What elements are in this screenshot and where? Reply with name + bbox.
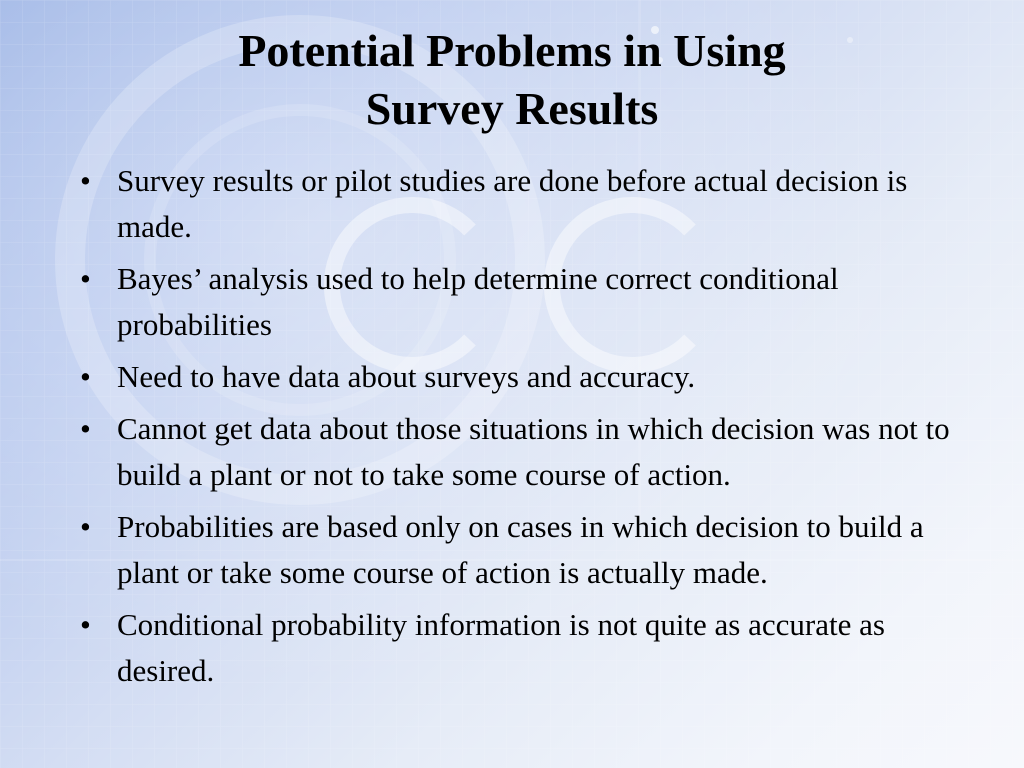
- bullet-marker: •: [80, 509, 91, 544]
- bullet-marker: •: [80, 163, 91, 198]
- bullet-text: Bayes’ analysis used to help determine correct conditional probabilities: [117, 261, 839, 342]
- bullet-item: [72, 354, 972, 400]
- bullet-text: Conditional probability information is not quite as accurate as desired.: [117, 607, 885, 688]
- bullet-text: Survey results or pilot studies are done before actual decision is made.: [117, 163, 908, 244]
- bullet-marker: •: [80, 261, 91, 296]
- bullet-marker: •: [80, 411, 91, 446]
- slide-title: [0, 22, 1024, 138]
- bullet-item: [72, 602, 972, 694]
- slide-title-line-2: Survey Results: [365, 83, 659, 134]
- bullet-marker: •: [80, 359, 91, 394]
- bullet-list: [72, 158, 972, 700]
- bullet-marker: •: [80, 607, 91, 642]
- bullet-item: [72, 504, 972, 596]
- bullet-text: Need to have data about surveys and accuracy.: [117, 359, 696, 394]
- bullet-item: [72, 406, 972, 498]
- bullet-text: Probabilities are based only on cases in which decision to build a plant or take some course of action is actually made.: [117, 509, 924, 590]
- bullet-item: [72, 256, 972, 348]
- slide-title-line-1: Potential Problems in Using: [238, 25, 786, 76]
- bullet-text: Cannot get data about those situations in which decision was not to build a plant or not to take some course of action.: [117, 411, 950, 492]
- bullet-item: [72, 158, 972, 250]
